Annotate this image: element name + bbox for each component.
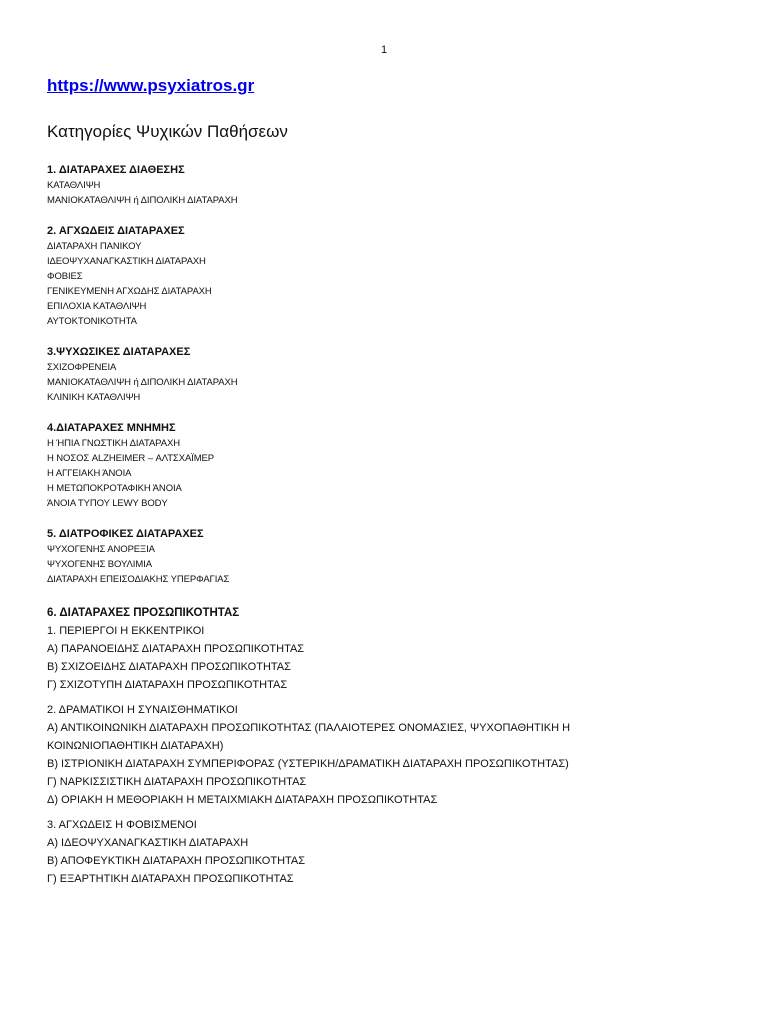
personality-group-odd [47,622,737,694]
section-heading: 3.ΨΥΧΩΣΙΚΕΣ ΔΙΑΤΑΡΑΧΕΣ [47,346,191,358]
list-item: ΚΛΙΝΙΚΗ ΚΑΤΑΘΛΙΨΗ [47,392,141,403]
list-item: ΑΥΤΟΚΤΟΝΙΚΟΤΗΤΑ [47,316,137,327]
list-item: Γ) ΝΑΡΚΙΣΣΙΣΤΙΚΗ ΔΙΑΤΑΡΑΧΗ ΠΡΟΣΩΠΙΚΟΤΗΤΑΣ [47,776,307,788]
section-mood-disorders [47,162,737,208]
list-item: Β) ΑΠΟΦΕΥΚΤΙΚΗ ΔΙΑΤΑΡΑΧΗ ΠΡΟΣΩΠΙΚΟΤΗΤΑΣ [47,855,306,867]
list-item: Β) ΙΣΤΡΙΟΝΙΚΗ ΔΙΑΤΑΡΑΧΗ ΣΥΜΠΕΡΙΦΟΡΑΣ (ΥΣΤΕΡΙΚΗ/ΔΡΑΜΑΤΙΚΗ ΔΙΑΤΑΡΑΧΗ ΠΡΟΣΩΠΙΚΟΤΗΤΑΣ) [47,758,569,770]
list-item: ΜΑΝΙΟΚΑΤΑΘΛΙΨΗ ή ΔΙΠΟΛΙΚΗ ΔΙΑΤΑΡΑΧΗ [47,195,238,206]
section-psychotic-disorders [47,344,737,405]
list-item: Η ΜΕΤΩΠΟΚΡΟΤΑΦΙΚΗ ΆΝΟΙΑ [47,483,182,494]
section-anxiety-disorders [47,223,737,329]
list-item: ΕΠΙΛΟΧΙΑ ΚΑΤΑΘΛΙΨΗ [47,301,147,312]
page-number: 1 [380,44,388,56]
list-item: 1. ΠΕΡΙΕΡΓΟΙ Η ΕΚΚΕΝΤΡΙΚΟΙ [47,625,205,637]
list-item: ΨΥΧΟΓΕΝΗΣ ΑΝΟΡΕΞΙΑ [47,544,155,555]
list-item: ΙΔΕΟΨΥΧΑΝΑΓΚΑΣΤΙΚΗ ΔΙΑΤΑΡΑΧΗ [47,256,206,267]
list-item: ΓΕΝΙΚΕΥΜΕΝΗ ΑΓΧΩΔΗΣ ΔΙΑΤΑΡΑΧΗ [47,286,212,297]
list-item: Α) ΠΑΡΑΝΟΕΙΔΗΣ ΔΙΑΤΑΡΑΧΗ ΠΡΟΣΩΠΙΚΟΤΗΤΑΣ [47,643,305,655]
section-heading: 6. ΔΙΑΤΑΡΑΧΕΣ ΠΡΟΣΩΠΙΚΟΤΗΤΑΣ [47,607,240,619]
personality-group-dramatic [47,701,737,809]
section-heading: 2. ΑΓΧΩΔΕΙΣ ΔΙΑΤΑΡΑΧΕΣ [47,225,185,237]
list-item: Δ) ΟΡΙΑΚΗ Η ΜΕΘΟΡΙΑΚΗ Η ΜΕΤΑΙΧΜΙΑΚΗ ΔΙΑΤΑΡΑΧΗ ΠΡΟΣΩΠΙΚΟΤΗΤΑΣ [47,794,438,806]
list-item: ΔΙΑΤΑΡΑΧΗ ΠΑΝΙΚΟΥ [47,241,142,252]
section-heading: 1. ΔΙΑΤΑΡΑΧΕΣ ΔΙΑΘΕΣΗΣ [47,164,185,176]
list-item: Α) ΑΝΤΙΚΟΙΝΩΝΙΚΗ ΔΙΑΤΑΡΑΧΗ ΠΡΟΣΩΠΙΚΟΤΗΤΑΣ (ΠΑΛΑΙΟΤΕΡΕΣ ΟΝΟΜΑΣΙΕΣ, ΨΥΧΟΠΑΘΗΤΙΚΗ Η [47,722,571,734]
list-item: Γ) ΕΞΑΡΤΗΤΙΚΗ ΔΙΑΤΑΡΑΧΗ ΠΡΟΣΩΠΙΚΟΤΗΤΑΣ [47,873,294,885]
list-item: ΆΝΟΙΑ ΤΥΠΟΥ LEWY BODY [47,498,168,509]
document-body [47,76,737,895]
list-item: Α) ΙΔΕΟΨΥΧΑΝΑΓΚΑΣΤΙΚΗ ΔΙΑΤΑΡΑΧΗ [47,837,249,849]
website-link[interactable]: https://www.psyxiatros.gr [47,76,255,95]
personality-group-anxious [47,816,737,888]
list-item: ΔΙΑΤΑΡΑΧΗ ΕΠΕΙΣΟΔΙΑΚΗΣ ΥΠΕΡΦΑΓΙΑΣ [47,574,230,585]
list-item: Η ΝΟΣΟΣ ALZHEIMER – ΑΛΤΣΧΑΪΜΕΡ [47,453,215,464]
list-item: 3. ΑΓΧΩΔΕΙΣ Η ΦΟΒΙΣΜΕΝΟΙ [47,819,197,831]
list-item: Γ) ΣΧΙΖΟΤΥΠΗ ΔΙΑΤΑΡΑΧΗ ΠΡΟΣΩΠΙΚΟΤΗΤΑΣ [47,679,288,691]
list-item: ΨΥΧΟΓΕΝΗΣ ΒΟΥΛΙΜΙΑ [47,559,152,570]
list-item: Η ΉΠΙΑ ΓΝΩΣΤΙΚΗ ΔΙΑΤΑΡΑΧΗ [47,438,180,449]
list-item: ΜΑΝΙΟΚΑΤΑΘΛΙΨΗ ή ΔΙΠΟΛΙΚΗ ΔΙΑΤΑΡΑΧΗ [47,377,238,388]
section-heading: 4.ΔΙΑΤΑΡΑΧΕΣ ΜΝΗΜΗΣ [47,422,176,434]
list-item: Β) ΣΧΙΖΟΕΙΔΗΣ ΔΙΑΤΑΡΑΧΗ ΠΡΟΣΩΠΙΚΟΤΗΤΑΣ [47,661,291,673]
list-item: ΚΑΤΑΘΛΙΨΗ [47,180,101,191]
section-memory-disorders [47,420,737,511]
list-item: 2. ΔΡΑΜΑΤΙΚΟΙ Η ΣΥΝΑΙΣΘΗΜΑΤΙΚΟΙ [47,704,238,716]
list-item: ΣΧΙΖΟΦΡΕΝΕΙΑ [47,362,117,373]
section-personality-disorders [47,604,737,888]
list-item: ΚΟΙΝΩΝΙΟΠΑΘΗΤΙΚΗ ΔΙΑΤΑΡΑΧΗ) [47,740,224,752]
section-eating-disorders [47,526,737,587]
list-item: ΦΟΒΙΕΣ [47,271,83,282]
document-title: Κατηγορίες Ψυχικών Παθήσεων [47,122,288,141]
list-item: Η ΑΓΓΕΙΑΚΗ ΆΝΟΙΑ [47,468,132,479]
section-heading: 5. ΔΙΑΤΡΟΦΙΚΕΣ ΔΙΑΤΑΡΑΧΕΣ [47,528,204,540]
